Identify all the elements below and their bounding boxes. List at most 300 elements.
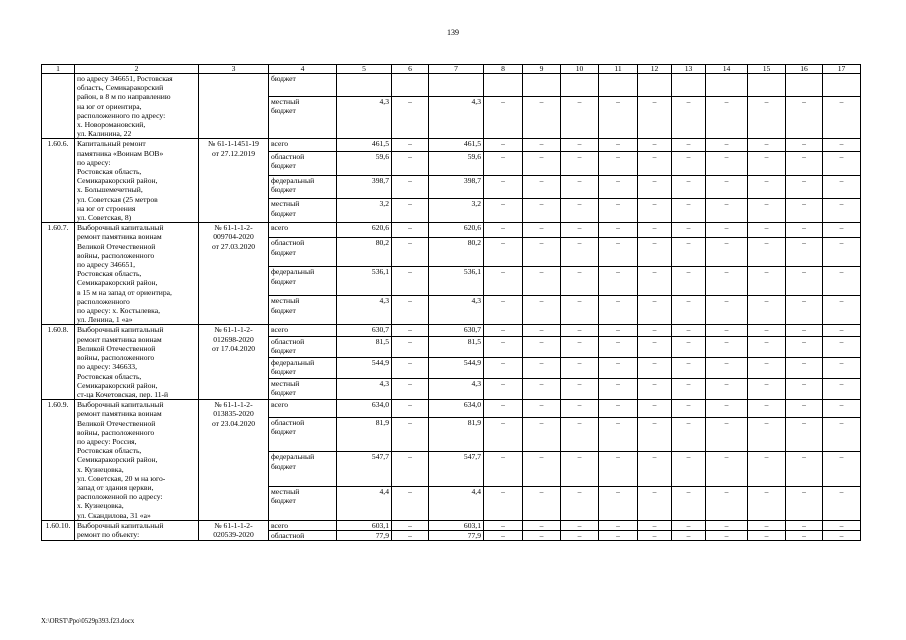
column-number-header: 1 (42, 65, 75, 74)
empty-value-cell: – (672, 336, 706, 357)
document-reference: № 61-1-1-2- 020539-2020 (199, 520, 269, 540)
object-description: Выборочный капитальный ремонт по объекту: (75, 520, 199, 540)
funding-source: всего (269, 400, 337, 418)
amount-cell: – (392, 139, 429, 152)
amount-cell: 620,6 (429, 223, 484, 238)
empty-value-cell: – (484, 418, 523, 452)
amount-cell: 630,7 (429, 325, 484, 336)
amount-cell: – (392, 296, 429, 325)
empty-value-cell: – (561, 223, 599, 238)
empty-value-cell (638, 74, 672, 97)
amount-cell: 398,7 (337, 175, 392, 199)
empty-value-cell: – (638, 223, 672, 238)
empty-value-cell: – (523, 400, 561, 418)
empty-value-cell: – (599, 296, 638, 325)
empty-value-cell: – (786, 139, 823, 152)
empty-value-cell: – (748, 530, 786, 540)
funding-source: местный бюджет (269, 378, 337, 399)
empty-value-cell: – (748, 486, 786, 520)
empty-value-cell: – (484, 199, 523, 223)
empty-value-cell: – (638, 520, 672, 530)
empty-value-cell: – (748, 199, 786, 223)
column-number-header: 11 (599, 65, 638, 74)
empty-value-cell: – (786, 223, 823, 238)
empty-value-cell: – (523, 520, 561, 530)
column-number-row (42, 65, 861, 74)
empty-value-cell (672, 74, 706, 97)
empty-value-cell: – (672, 151, 706, 175)
file-path-footer: X:\ORST\Ppo\0529p393.f23.docx (41, 618, 135, 625)
amount-cell: 634,0 (429, 400, 484, 418)
amount-cell: 620,6 (337, 223, 392, 238)
column-number-header: 7 (429, 65, 484, 74)
empty-value-cell: – (706, 296, 748, 325)
empty-value-cell: – (523, 175, 561, 199)
empty-value-cell: – (638, 530, 672, 540)
empty-value-cell: – (786, 175, 823, 199)
empty-value-cell: – (638, 267, 672, 296)
table-row (42, 74, 861, 97)
empty-value-cell: – (561, 296, 599, 325)
empty-value-cell: – (706, 325, 748, 336)
empty-value-cell: – (823, 175, 861, 199)
empty-value-cell: – (748, 238, 786, 267)
empty-value-cell: – (484, 520, 523, 530)
empty-value-cell: – (706, 238, 748, 267)
funding-source: областной бюджет (269, 151, 337, 175)
amount-cell: 4,4 (337, 486, 392, 520)
funding-source: федеральный бюджет (269, 175, 337, 199)
empty-value-cell: – (823, 378, 861, 399)
empty-value-cell: – (672, 199, 706, 223)
empty-value-cell: – (638, 175, 672, 199)
empty-value-cell: – (672, 175, 706, 199)
empty-value-cell: – (748, 325, 786, 336)
amount-cell: 59,6 (429, 151, 484, 175)
empty-value-cell: – (561, 175, 599, 199)
empty-value-cell: – (484, 175, 523, 199)
empty-value-cell: – (484, 336, 523, 357)
table-row (42, 223, 861, 238)
amount-cell: – (392, 530, 429, 540)
empty-value-cell: – (638, 139, 672, 152)
amount-cell: 536,1 (429, 267, 484, 296)
amount-cell: 547,7 (429, 452, 484, 486)
empty-value-cell: – (706, 96, 748, 139)
column-number-header: 17 (823, 65, 861, 74)
empty-value-cell: – (672, 378, 706, 399)
empty-value-cell: – (706, 400, 748, 418)
amount-cell: 81,5 (337, 336, 392, 357)
empty-value-cell: – (561, 378, 599, 399)
amount-cell: 4,3 (429, 378, 484, 399)
empty-value-cell: – (786, 96, 823, 139)
empty-value-cell: – (638, 486, 672, 520)
amount-cell: 80,2 (429, 238, 484, 267)
empty-value-cell: – (748, 357, 786, 378)
empty-value-cell: – (484, 223, 523, 238)
empty-value-cell: – (706, 336, 748, 357)
funding-source: областной (269, 530, 337, 540)
empty-value-cell: – (484, 357, 523, 378)
empty-value-cell: – (484, 296, 523, 325)
empty-value-cell: – (599, 325, 638, 336)
empty-value-cell: – (523, 486, 561, 520)
empty-value-cell: – (823, 452, 861, 486)
empty-value-cell: – (748, 96, 786, 139)
empty-value-cell: – (561, 267, 599, 296)
empty-value-cell: – (484, 400, 523, 418)
empty-value-cell: – (484, 267, 523, 296)
funding-source: всего (269, 520, 337, 530)
empty-value-cell: – (561, 520, 599, 530)
funding-source: бюджет (269, 74, 337, 97)
empty-value-cell: – (748, 400, 786, 418)
amount-cell: 547,7 (337, 452, 392, 486)
empty-value-cell: – (786, 520, 823, 530)
amount-cell: – (392, 378, 429, 399)
object-description: Выборочный капитальный ремонт памятника воинам Великой Отечественной войны, расположенного по адресу: 346633, Ростовская область, Семикаракорский район, ст-ца Кочетовская, пер. 11-й (75, 325, 199, 400)
amount-cell: 59,6 (337, 151, 392, 175)
empty-value-cell: – (706, 418, 748, 452)
empty-value-cell: – (599, 418, 638, 452)
empty-value-cell: – (638, 336, 672, 357)
funding-source: федеральный бюджет (269, 452, 337, 486)
amount-cell: 544,9 (429, 357, 484, 378)
empty-value-cell: – (599, 336, 638, 357)
empty-value-cell: – (599, 400, 638, 418)
empty-value-cell: – (672, 238, 706, 267)
empty-value-cell: – (672, 223, 706, 238)
empty-value-cell: – (561, 530, 599, 540)
amount-cell: 80,2 (337, 238, 392, 267)
empty-value-cell: – (672, 296, 706, 325)
empty-value-cell: – (823, 325, 861, 336)
empty-value-cell: – (523, 96, 561, 139)
document-reference: № 61-1-1451-19 от 27.12.2019 (199, 139, 269, 223)
amount-cell: 4,3 (337, 96, 392, 139)
empty-value-cell: – (484, 452, 523, 486)
empty-value-cell: – (786, 357, 823, 378)
empty-value-cell: – (638, 357, 672, 378)
column-number-header: 8 (484, 65, 523, 74)
empty-value-cell: – (638, 151, 672, 175)
amount-cell: 603,1 (429, 520, 484, 530)
column-number-header: 16 (786, 65, 823, 74)
empty-value-cell: – (638, 238, 672, 267)
empty-value-cell: – (561, 139, 599, 152)
empty-value-cell: – (706, 378, 748, 399)
empty-value-cell: – (823, 96, 861, 139)
amount-cell: 81,9 (429, 418, 484, 452)
empty-value-cell: – (599, 223, 638, 238)
empty-value-cell: – (672, 418, 706, 452)
empty-value-cell: – (786, 267, 823, 296)
table-row (42, 325, 861, 336)
amount-cell: – (392, 238, 429, 267)
funding-source: областной бюджет (269, 238, 337, 267)
empty-value-cell: – (523, 378, 561, 399)
empty-value-cell: – (672, 520, 706, 530)
amount-cell (429, 74, 484, 97)
empty-value-cell: – (561, 452, 599, 486)
empty-value-cell: – (523, 139, 561, 152)
empty-value-cell: – (748, 336, 786, 357)
empty-value-cell: – (706, 530, 748, 540)
empty-value-cell: – (638, 96, 672, 139)
empty-value-cell: – (706, 151, 748, 175)
empty-value-cell: – (599, 378, 638, 399)
empty-value-cell: – (599, 530, 638, 540)
column-number-header: 14 (706, 65, 748, 74)
amount-cell (392, 74, 429, 97)
item-number: 1.60.6. (42, 139, 75, 223)
amount-cell: 3,2 (337, 199, 392, 223)
empty-value-cell: – (748, 378, 786, 399)
empty-value-cell: – (561, 357, 599, 378)
table-row (42, 139, 861, 152)
empty-value-cell: – (599, 199, 638, 223)
empty-value-cell: – (484, 151, 523, 175)
amount-cell: 630,7 (337, 325, 392, 336)
column-number-header: 4 (269, 65, 337, 74)
funding-source: федеральный бюджет (269, 267, 337, 296)
empty-value-cell: – (786, 296, 823, 325)
empty-value-cell (706, 74, 748, 97)
empty-value-cell: – (786, 418, 823, 452)
item-number (42, 74, 75, 139)
empty-value-cell: – (599, 520, 638, 530)
amount-cell: 81,9 (337, 418, 392, 452)
empty-value-cell: – (786, 151, 823, 175)
empty-value-cell: – (638, 400, 672, 418)
column-number-header: 13 (672, 65, 706, 74)
column-number-header: 2 (75, 65, 199, 74)
empty-value-cell: – (599, 151, 638, 175)
funding-source: местный бюджет (269, 486, 337, 520)
empty-value-cell: – (599, 139, 638, 152)
amount-cell: 536,1 (337, 267, 392, 296)
empty-value-cell: – (523, 238, 561, 267)
page-number: 139 (447, 28, 459, 37)
document-reference: № 61-1-1-2- 013835-2020 от 23.04.2020 (199, 400, 269, 521)
document-reference: № 61-1-1-2- 012698-2020 от 17.04.2020 (199, 325, 269, 400)
empty-value-cell: – (823, 357, 861, 378)
column-number-header: 12 (638, 65, 672, 74)
empty-value-cell: – (706, 267, 748, 296)
amount-cell: 398,7 (429, 175, 484, 199)
empty-value-cell: – (672, 486, 706, 520)
empty-value-cell: – (786, 199, 823, 223)
item-number: 1.60.10. (42, 520, 75, 540)
empty-value-cell: – (672, 400, 706, 418)
empty-value-cell: – (786, 486, 823, 520)
empty-value-cell: – (561, 96, 599, 139)
empty-value-cell: – (823, 418, 861, 452)
object-description: Выборочный капитальный ремонт памятника воинам Великой Отечественной войны, расположенного по адресу: Россия, Ростовская область, Семикаракорский район, х. Кузнецовка, ул. Советская, 20 м на юго- запад от здания церкви, расположенной по адресу: х. Кузнецовка, ул. Скандилова, 31 «а» (75, 400, 199, 521)
column-number-header: 9 (523, 65, 561, 74)
amount-cell: 77,9 (337, 530, 392, 540)
amount-cell: – (392, 418, 429, 452)
empty-value-cell: – (561, 325, 599, 336)
empty-value-cell (561, 74, 599, 97)
empty-value-cell: – (599, 452, 638, 486)
empty-value-cell: – (786, 452, 823, 486)
empty-value-cell: – (823, 199, 861, 223)
empty-value-cell: – (672, 267, 706, 296)
amount-cell: 634,0 (337, 400, 392, 418)
empty-value-cell: – (748, 175, 786, 199)
amount-cell: 4,3 (429, 96, 484, 139)
empty-value-cell: – (706, 175, 748, 199)
funding-source: всего (269, 139, 337, 152)
funding-source: всего (269, 325, 337, 336)
funding-source: федеральный бюджет (269, 357, 337, 378)
empty-value-cell: – (523, 336, 561, 357)
empty-value-cell: – (672, 530, 706, 540)
amount-cell: – (392, 325, 429, 336)
empty-value-cell: – (599, 357, 638, 378)
empty-value-cell: – (823, 530, 861, 540)
empty-value-cell: – (599, 96, 638, 139)
empty-value-cell (786, 74, 823, 97)
amount-cell: – (392, 175, 429, 199)
table-row (42, 400, 861, 418)
empty-value-cell: – (484, 238, 523, 267)
empty-value-cell (523, 74, 561, 97)
empty-value-cell: – (786, 325, 823, 336)
column-number-header: 5 (337, 65, 392, 74)
empty-value-cell: – (706, 452, 748, 486)
funding-source: местный бюджет (269, 199, 337, 223)
empty-value-cell: – (672, 357, 706, 378)
empty-value-cell: – (823, 400, 861, 418)
empty-value-cell: – (484, 325, 523, 336)
object-description: Капитальный ремонт памятника «Воинам ВОВ» по адресу: Ростовская область, Семикаракорский район, х. Большемечетный, ул. Советская (25 метров на юг от строения ул. Советская, 8) (75, 139, 199, 223)
column-number-header: 15 (748, 65, 786, 74)
empty-value-cell (748, 74, 786, 97)
empty-value-cell: – (484, 378, 523, 399)
empty-value-cell (823, 74, 861, 97)
amount-cell: 81,5 (429, 336, 484, 357)
object-description: Выборочный капитальный ремонт памятника воинам Великой Отечественной войны, расположенного по адресу 346651, Ростовская область, Семикаракорский район, в 15 м на запад от ориентира, расположенного по адресу: х. Костылевка, ул. Ленина, 1 «а» (75, 223, 199, 325)
empty-value-cell: – (748, 139, 786, 152)
amount-cell: 603,1 (337, 520, 392, 530)
budget-table (41, 64, 861, 541)
amount-cell: 4,3 (429, 296, 484, 325)
empty-value-cell: – (638, 199, 672, 223)
empty-value-cell: – (706, 486, 748, 520)
column-number-header: 10 (561, 65, 599, 74)
empty-value-cell: – (823, 267, 861, 296)
empty-value-cell: – (561, 336, 599, 357)
empty-value-cell: – (561, 400, 599, 418)
empty-value-cell: – (748, 151, 786, 175)
amount-cell: 4,4 (429, 486, 484, 520)
empty-value-cell: – (561, 238, 599, 267)
empty-value-cell: – (748, 452, 786, 486)
empty-value-cell: – (706, 199, 748, 223)
amount-cell: – (392, 223, 429, 238)
funding-source: местный бюджет (269, 96, 337, 139)
empty-value-cell: – (561, 151, 599, 175)
empty-value-cell: – (599, 267, 638, 296)
document-reference: № 61-1-1-2- 009704-2020 от 27.03.2020 (199, 223, 269, 325)
amount-cell: – (392, 452, 429, 486)
empty-value-cell: – (672, 139, 706, 152)
empty-value-cell: – (748, 296, 786, 325)
empty-value-cell: – (638, 418, 672, 452)
empty-value-cell: – (484, 96, 523, 139)
column-number-header: 6 (392, 65, 429, 74)
empty-value-cell: – (706, 520, 748, 530)
amount-cell: – (392, 199, 429, 223)
empty-value-cell: – (523, 223, 561, 238)
amount-cell: – (392, 336, 429, 357)
amount-cell: 77,9 (429, 530, 484, 540)
empty-value-cell: – (523, 325, 561, 336)
empty-value-cell: – (748, 223, 786, 238)
amount-cell: 4,3 (337, 378, 392, 399)
amount-cell: – (392, 151, 429, 175)
empty-value-cell: – (823, 151, 861, 175)
empty-value-cell: – (638, 296, 672, 325)
empty-value-cell: – (599, 175, 638, 199)
empty-value-cell: – (523, 418, 561, 452)
table-body (42, 65, 861, 541)
empty-value-cell: – (561, 418, 599, 452)
empty-value-cell: – (823, 223, 861, 238)
empty-value-cell: – (638, 452, 672, 486)
empty-value-cell: – (786, 336, 823, 357)
empty-value-cell: – (523, 267, 561, 296)
empty-value-cell: – (786, 400, 823, 418)
amount-cell: 3,2 (429, 199, 484, 223)
empty-value-cell (599, 74, 638, 97)
empty-value-cell: – (523, 199, 561, 223)
empty-value-cell: – (672, 96, 706, 139)
empty-value-cell: – (748, 267, 786, 296)
amount-cell: 461,5 (337, 139, 392, 152)
empty-value-cell: – (599, 238, 638, 267)
item-number: 1.60.9. (42, 400, 75, 521)
amount-cell: 544,9 (337, 357, 392, 378)
empty-value-cell: – (748, 520, 786, 530)
empty-value-cell: – (786, 530, 823, 540)
empty-value-cell: – (823, 336, 861, 357)
empty-value-cell: – (484, 530, 523, 540)
empty-value-cell: – (823, 486, 861, 520)
empty-value-cell: – (484, 486, 523, 520)
item-number: 1.60.7. (42, 223, 75, 325)
column-number-header: 3 (199, 65, 269, 74)
amount-cell: – (392, 486, 429, 520)
item-number: 1.60.8. (42, 325, 75, 400)
amount-cell: – (392, 357, 429, 378)
amount-cell: – (392, 520, 429, 530)
funding-source: местный бюджет (269, 296, 337, 325)
amount-cell: 461,5 (429, 139, 484, 152)
empty-value-cell: – (672, 452, 706, 486)
funding-source: всего (269, 223, 337, 238)
empty-value-cell: – (523, 452, 561, 486)
empty-value-cell: – (786, 378, 823, 399)
empty-value-cell: – (823, 520, 861, 530)
funding-source: областной бюджет (269, 336, 337, 357)
funding-source: областной бюджет (269, 418, 337, 452)
empty-value-cell: – (823, 296, 861, 325)
empty-value-cell: – (523, 296, 561, 325)
